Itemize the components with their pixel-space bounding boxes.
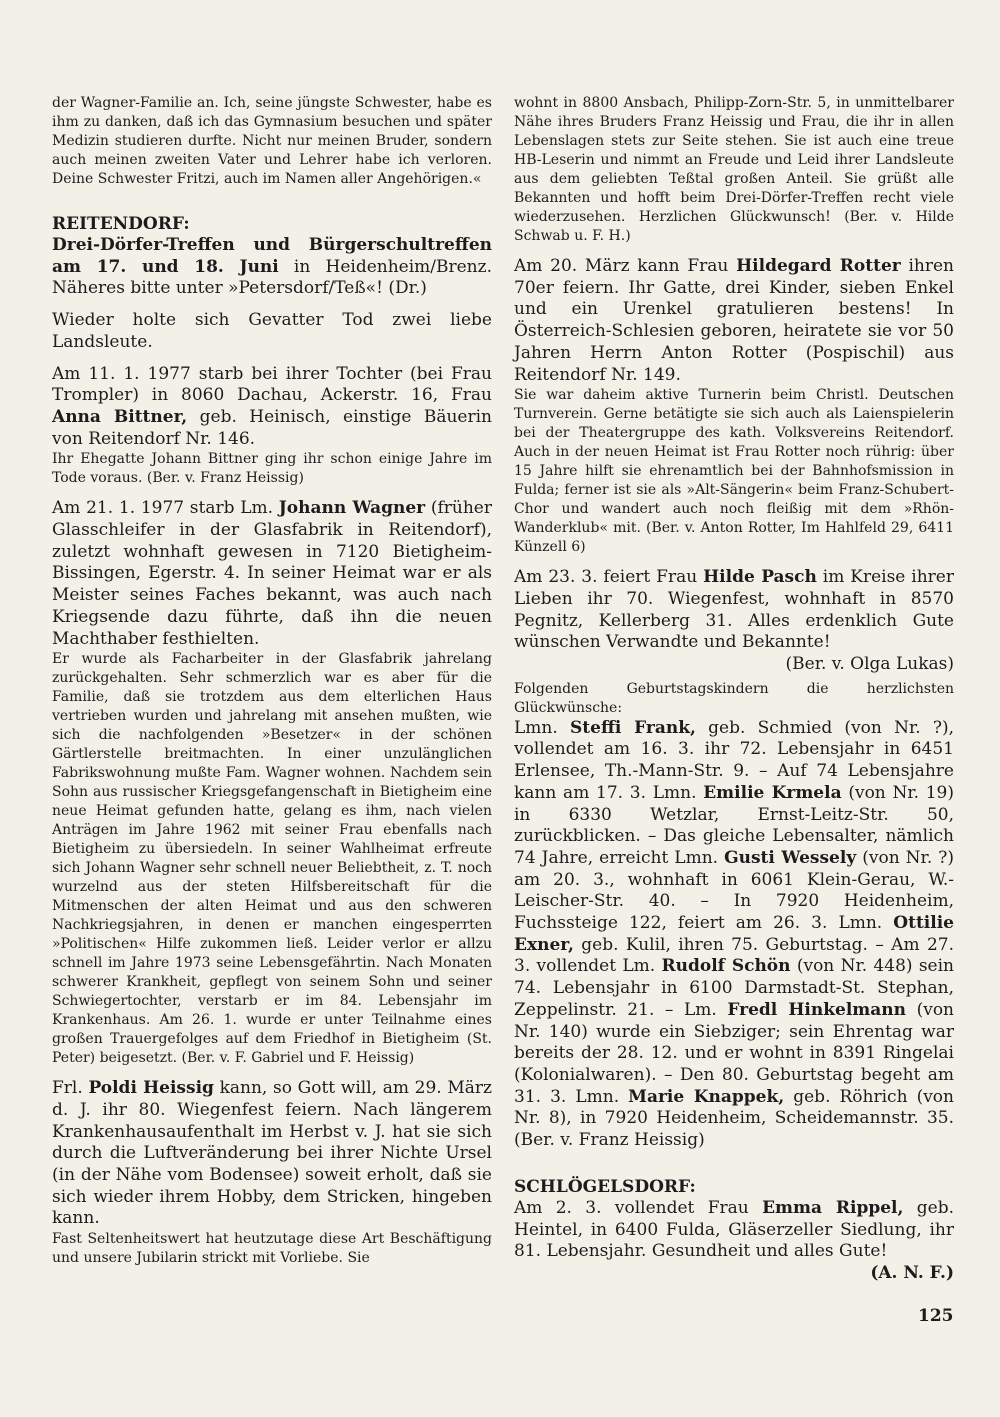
signature-olga-lukas: (Ber. v. Olga Lukas) bbox=[785, 654, 954, 675]
list-lmn: Lmn. bbox=[514, 717, 570, 738]
list-text-4: geb. Kulil, ihren 75. Geburtstag. – Am 27. 3. vollendet Lm. bbox=[514, 934, 954, 977]
rotter-rest: ihren 70er feiern. Ihr Gatte, drei Kinder, sieben Enkel und ein Urenkel gratulieren bestens! In Österreich-Schlesien geboren, heiratete sie vor 50 Jahren Herrn Anton Rotter (Pospischil) aus Reitendorf Nr. 149. bbox=[514, 256, 954, 385]
name-johann-wagner: Johann Wagner bbox=[278, 498, 426, 519]
rippel-intro: Am 2. 3. vollendet Frau bbox=[514, 1197, 763, 1218]
paragraph-treffen bbox=[52, 235, 492, 300]
list-text-5: (von Nr. 448) sein 74. Lebensjahr in 6100 Darmstadt-St. Stephan, Zeppelinstr. 21. – Lm. bbox=[514, 956, 955, 1020]
name-steffi-frank: Steffi Frank, bbox=[570, 717, 696, 738]
bittner-rest: geb. Heinisch, einstige Bäuerin von Reitendorf Nr. 146. bbox=[52, 406, 492, 449]
treffen-announcement: Drei-Dörfer-Treffen und Bürgerschultreffen am 17. und 18. Juni bbox=[52, 235, 492, 277]
paragraph-wagner-biography: Er wurde als Facharbeiter in der Glasfabrik jahrelang zurückgehalten. Sehr schmerzlich war es aber für die Familie, daß sie trotzdem aus dem elterlichen Haus vertrieben wurden und jahrelang mit ansehen mußten, wie sich die nachfolgenden »Besetzer« in der schönen Gärtlerstelle breitmachten. In einer unzulänglichen Fabrikswohnung mußte Fam. Wagner wohnen. Nachdem sein Sohn aus russischer Kriegsgefangenschaft in Bietigheim eine neue Heimat gefunden hatte, gelang es ihm, nach vielen Anträgen im Jahre 1962 mit seiner Frau ebenfalls nach Bietigheim zu übersiedeln. In seiner Wahlheimat erfreute sich Johann Wagner sehr schnell neuer Beliebtheit, z. T. noch wurzelnd aus der steten Hilfsbereitschaft für die Mitmenschen der alten Heimat und aus den schweren Nachkriegsjahren, in denen er manchen eingesperrten »Politischen« Hilfe zukommen ließ. Leider verlor er allzu schnell im Jahre 1973 seine Lebensgefährtin. Nach Monaten schwerer Krankheit, gepflegt von seinem Sohn und seiner Schwiegertochter, verstarb er im 84. Lebensjahr im Krankenhaus. Am 26. 1. wurde er unter Teilnahme eines großen Trauergefolges auf dem Friedhof in Bietigheim (St. Peter) beigesetzt. (Ber. v. F. Gabriel und F. Heissig) bbox=[52, 651, 492, 1067]
name-anna-bittner: Anna Bittner, bbox=[52, 406, 188, 427]
name-gusti-wessely: Gusti Wessely bbox=[724, 847, 857, 868]
list-text-7: geb. Röhrich (von Nr. 8), in 7920 Heidenheim, Scheidemannstr. 35. (Ber. v. Franz Heissig) bbox=[514, 1086, 954, 1151]
wagner-intro: Am 21. 1. 1977 starb Lm. bbox=[52, 498, 279, 519]
rippel-rest: geb. Heintel, in 6400 Fulda, Gläserzeller Siedlung, ihr 81. Lebensjahr. Gesundheit und alles Gute! bbox=[514, 1197, 954, 1262]
rotter-intro: Am 20. März kann Frau bbox=[514, 256, 737, 276]
paragraph-glueckwuensche-intro: Folgenden Geburtstagskindern die herzlichsten Glückwünsche: bbox=[514, 680, 954, 716]
name-emma-rippel: Emma Rippel, bbox=[762, 1197, 904, 1218]
list-text-1: geb. Schmied (von Nr. ?), vollendet am 16. 3. ihr 72. Lebensjahr in 6451 Erlensee, Th.-Mann-Str. 9. – Auf 74 Lebensjahre kann am 17. 3. Lmn. bbox=[514, 717, 954, 803]
pasch-rest: im Kreise ihrer Lieben ihr 70. Wiegenfest, wohnhaft in 8570 Pegnitz, Kellerberg 31. Alles erdenklich Gute wünschen Verwandte und Bekannte! bbox=[514, 567, 954, 653]
paragraph-wagner-letter-end: der Wagner-Familie an. Ich, seine jüngste Schwester, habe es ihm zu danken, daß ich das Gymnasium besuchen und später Medizin studieren durfte. Nicht nur meinen Bruder, sondern auch meinen zweiten Vater und Lehrer habe ich verloren. Deine Schwester Fritzi, auch im Namen aller Angehörigen.« bbox=[52, 95, 492, 187]
name-hilde-pasch: Hilde Pasch bbox=[703, 567, 817, 588]
paragraph-emma-rippel bbox=[514, 1198, 954, 1263]
list-text-3: (von Nr. ?) am 20. 3., wohnhaft in 6061 Klein-Gerau, W.-Leischer-Str. 40. – In 7920 Heidenheim, Fuchssteige 122, feiert am 26. 3. Lmn. bbox=[514, 847, 954, 934]
page-number: 125 bbox=[918, 1306, 954, 1326]
pasch-intro: Am 23. 3. feiert Frau bbox=[514, 567, 704, 588]
paragraph-rotter-note: Sie war daheim aktive Turnerin beim Christl. Deutschen Turnverein. Gerne betätigte sie sich auch als Laienspielerin bei der Theatergruppe des kath. Volksvereins Reitendorf. Auch in der neuen Heimat ist Frau Rotter noch rührig: über 15 Jahre hilft sie ehrenamtlich bei der Bahnhofsmission in Fulda; ferner ist sie als »Alt-Sängerin« beim Franz-Schubert-Chor und wandert auch noch fleißig mit dem »Rhön-Wanderklub« mit. (Ber. v. Anton Rotter, Im Hahlfeld 29, 6411 Künzell 6) bbox=[514, 387, 954, 556]
list-text-6: (von Nr. 140) wurde ein Siebziger; sein Ehrentag war bereits der 28. 12. und er wohnt in 8391 Ringelai (Kolonialwaren). – Den 80. Geburtstag begeht am 31. 3. Lmn. bbox=[514, 999, 955, 1107]
name-ottilie-exner: Ottilie Exner, bbox=[514, 913, 954, 955]
name-rudolf-schoen: Rudolf Schön bbox=[661, 956, 791, 977]
signature-anf: (A. N. F.) bbox=[870, 1262, 954, 1283]
paragraph-hildegard-rotter bbox=[514, 256, 954, 386]
bittner-intro: Am 11. 1. 1977 starb bei ihrer Tochter (bei Frau Trompler) in 8060 Dachau, Ackerstr. 16, Frau bbox=[52, 363, 492, 406]
wagner-rest: (früher Glasschleifer in der Glasfabrik in Reitendorf), zuletzt wohnhaft gewesen in 7120 Bietigheim-Bissingen, Egerstr. 4. In seiner Heimat war er als Meister seines Faches bekannt, was auch nach Kriegsende dazu führte, daß ihn die neuen Machthaber festhielten. bbox=[52, 498, 492, 649]
name-hildegard-rotter: Hildegard Rotter bbox=[736, 256, 901, 276]
treffen-details: in Heidenheim/Brenz. Näheres bitte unter »Petersdorf/Teß«! (Dr.) bbox=[52, 256, 492, 299]
paragraph-heissig-hobby: Fast Seltenheitswert hat heutzutage diese Art Beschäftigung und unsere Jubilarin strickt mit Vorliebe. Sie bbox=[52, 1231, 492, 1267]
paragraph-gevatter-tod: Wieder holte sich Gevatter Tod zwei liebe Landsleute. bbox=[52, 310, 492, 352]
name-marie-knappek: Marie Knappek, bbox=[628, 1086, 785, 1107]
heissig-intro: Frl. bbox=[52, 1078, 89, 1099]
left-column bbox=[52, 94, 492, 1268]
right-column bbox=[514, 94, 954, 1285]
paragraph-heissig-continued: wohnt in 8800 Ansbach, Philipp-Zorn-Str. 5, in unmittelbarer Nähe ihres Bruders Franz Heissig und Frau, die ihr in allen Lebenslagen stets zur Seite stehen. Sie ist auch eine treue HB-Leserin und nimmt an Freude und Leid ihrer Landsleute aus dem geliebten Teßtal großen Anteil. Sie grüßt alle Bekannten und hofft beim Drei-Dörfer-Treffen recht viele wiederzusehen. Herzlichen Glückwunsch! (Ber. v. Hilde Schwab u. F. H.) bbox=[514, 95, 954, 244]
paragraph-hilde-pasch bbox=[514, 567, 954, 654]
paragraph-bittner bbox=[52, 364, 492, 451]
list-text-2: (von Nr. 19) in 6330 Wetzlar, Ernst-Leitz-Str. 50, zurückblicken. – Das gleiche Lebensalter, nämlich 74 Jahre, erreicht Lmn. bbox=[514, 782, 954, 868]
name-poldi-heissig: Poldi Heissig bbox=[88, 1078, 214, 1099]
paragraph-birthday-list bbox=[514, 718, 954, 1152]
paragraph-bittner-note: Ihr Ehegatte Johann Bittner ging ihr schon einige Jahre im Tode voraus. (Ber. v. Franz Heissig) bbox=[52, 451, 492, 487]
section-heading-schloegelsdorf: SCHLÖGELSDORF: bbox=[514, 1176, 696, 1197]
name-fredl-hinkelmann: Fredl Hinkelmann bbox=[727, 999, 907, 1020]
paragraph-poldi-heissig bbox=[52, 1078, 492, 1230]
name-emilie-krmela: Emilie Krmela bbox=[703, 782, 842, 803]
section-heading-reitendorf: REITENDORF: bbox=[52, 214, 190, 234]
paragraph-johann-wagner bbox=[52, 498, 492, 650]
heissig-rest: kann, so Gott will, am 29. März d. J. ihr 80. Wiegenfest feiern. Nach längerem Krankenhausaufenthalt im Herbst v. J. hat sie sich durch die Luftveränderung bei ihrer Nichte Ursel (in der Nähe vom Bodensee) soweit erholt, daß sie sich wieder ihrem Hobby, dem Stricken, hingeben kann. bbox=[52, 1078, 492, 1229]
